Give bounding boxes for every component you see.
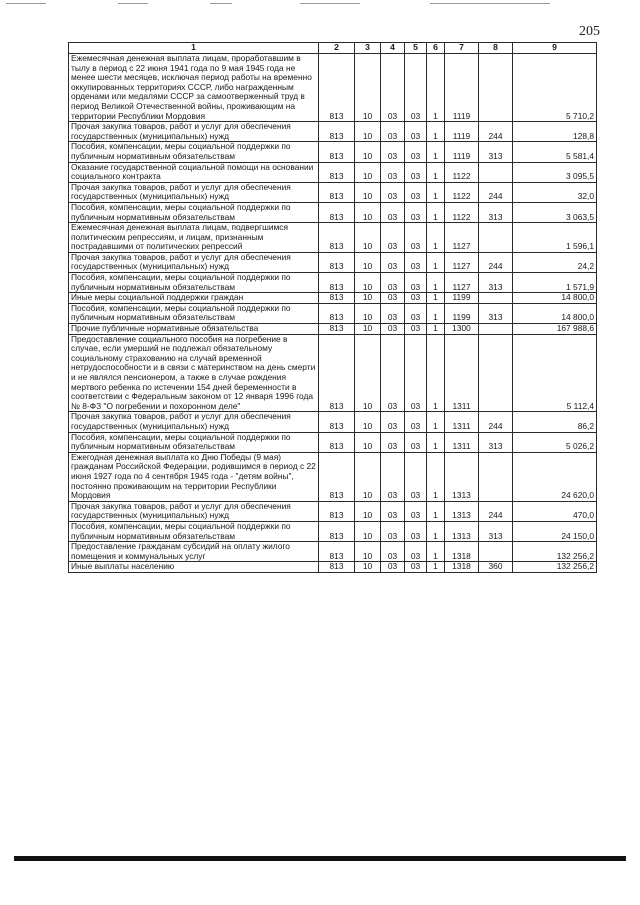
code-section-cell: 10	[355, 542, 381, 562]
amount-cell: 5 710,2	[513, 54, 597, 122]
code-expense-type-cell	[479, 452, 513, 501]
code-subsection-cell: 03	[381, 202, 405, 222]
code-grbs-cell: 813	[319, 452, 355, 501]
code-expense-type-cell: 313	[479, 202, 513, 222]
code-item-cell: 1122	[445, 182, 479, 202]
amount-cell: 1 596,1	[513, 223, 597, 253]
code-subsection-cell: 03	[381, 54, 405, 122]
row-name-cell: Пособия, компенсации, меры социальной поддержки по публичным нормативным обязательствам	[69, 303, 319, 323]
code-program-cell: 03	[405, 273, 427, 293]
header-cell: 5	[405, 43, 427, 54]
code-grbs-cell: 813	[319, 562, 355, 573]
code-program-cell: 03	[405, 223, 427, 253]
code-grbs-cell: 813	[319, 293, 355, 304]
code-item-cell: 1313	[445, 521, 479, 541]
code-subsection-cell: 03	[381, 223, 405, 253]
code-item-cell: 1311	[445, 334, 479, 412]
code-subprogram-cell: 1	[427, 142, 445, 162]
code-grbs-cell: 813	[319, 432, 355, 452]
code-section-cell: 10	[355, 521, 381, 541]
code-section-cell: 10	[355, 432, 381, 452]
page-number: 205	[579, 24, 600, 39]
code-subprogram-cell: 1	[427, 521, 445, 541]
code-section-cell: 10	[355, 324, 381, 335]
code-grbs-cell: 813	[319, 202, 355, 222]
amount-cell: 5 581,4	[513, 142, 597, 162]
code-subprogram-cell: 1	[427, 202, 445, 222]
header-cell: 7	[445, 43, 479, 54]
code-section-cell: 10	[355, 334, 381, 412]
table-row	[69, 182, 597, 202]
code-subprogram-cell: 1	[427, 334, 445, 412]
amount-cell: 470,0	[513, 501, 597, 521]
code-subprogram-cell: 1	[427, 562, 445, 573]
code-item-cell: 1122	[445, 162, 479, 182]
code-item-cell: 1119	[445, 54, 479, 122]
code-section-cell: 10	[355, 273, 381, 293]
header-row	[69, 43, 597, 54]
code-item-cell: 1127	[445, 252, 479, 272]
code-grbs-cell: 813	[319, 162, 355, 182]
amount-cell: 14 800,0	[513, 303, 597, 323]
code-program-cell: 03	[405, 303, 427, 323]
code-program-cell: 03	[405, 324, 427, 335]
code-expense-type-cell: 313	[479, 142, 513, 162]
code-expense-type-cell: 244	[479, 412, 513, 432]
row-name-cell: Прочие публичные нормативные обязательства	[69, 324, 319, 335]
code-grbs-cell: 813	[319, 252, 355, 272]
code-item-cell: 1311	[445, 412, 479, 432]
code-section-cell: 10	[355, 223, 381, 253]
amount-cell: 32,0	[513, 182, 597, 202]
code-item-cell: 1318	[445, 562, 479, 573]
code-program-cell: 03	[405, 412, 427, 432]
scan-top-edge	[0, 0, 640, 10]
row-name-cell: Оказание государственной социальной помощи на основании социального контракта	[69, 162, 319, 182]
code-expense-type-cell: 313	[479, 521, 513, 541]
amount-cell: 132 256,2	[513, 562, 597, 573]
header-cell: 8	[479, 43, 513, 54]
code-grbs-cell: 813	[319, 412, 355, 432]
header-cell: 2	[319, 43, 355, 54]
header-cell: 1	[69, 43, 319, 54]
header-cell: 9	[513, 43, 597, 54]
code-grbs-cell: 813	[319, 501, 355, 521]
code-subsection-cell: 03	[381, 452, 405, 501]
code-section-cell: 10	[355, 501, 381, 521]
code-section-cell: 10	[355, 303, 381, 323]
code-program-cell: 03	[405, 562, 427, 573]
row-name-cell: Прочая закупка товаров, работ и услуг для обеспечения государственных (муниципальных) нужд	[69, 182, 319, 202]
code-subprogram-cell: 1	[427, 162, 445, 182]
amount-cell: 24,2	[513, 252, 597, 272]
code-subsection-cell: 03	[381, 521, 405, 541]
code-item-cell: 1313	[445, 501, 479, 521]
code-program-cell: 03	[405, 501, 427, 521]
code-grbs-cell: 813	[319, 142, 355, 162]
amount-cell: 24 150,0	[513, 521, 597, 541]
code-section-cell: 10	[355, 412, 381, 432]
code-section-cell: 10	[355, 142, 381, 162]
code-section-cell: 10	[355, 252, 381, 272]
code-subprogram-cell: 1	[427, 182, 445, 202]
table-row	[69, 501, 597, 521]
code-program-cell: 03	[405, 521, 427, 541]
amount-cell: 167 988,6	[513, 324, 597, 335]
code-item-cell: 1313	[445, 452, 479, 501]
row-name-cell: Пособия, компенсации, меры социальной поддержки по публичным нормативным обязательствам	[69, 142, 319, 162]
header-cell: 3	[355, 43, 381, 54]
table-row	[69, 293, 597, 304]
code-expense-type-cell	[479, 54, 513, 122]
code-subprogram-cell: 1	[427, 501, 445, 521]
code-subsection-cell: 03	[381, 252, 405, 272]
table-row	[69, 324, 597, 335]
code-expense-type-cell	[479, 293, 513, 304]
code-subprogram-cell: 1	[427, 303, 445, 323]
code-subprogram-cell: 1	[427, 122, 445, 142]
code-subsection-cell: 03	[381, 334, 405, 412]
table-row	[69, 273, 597, 293]
row-name-cell: Пособия, компенсации, меры социальной поддержки по публичным нормативным обязательствам	[69, 273, 319, 293]
code-item-cell: 1311	[445, 432, 479, 452]
code-subprogram-cell: 1	[427, 324, 445, 335]
code-item-cell: 1119	[445, 142, 479, 162]
code-grbs-cell: 813	[319, 303, 355, 323]
code-subsection-cell: 03	[381, 122, 405, 142]
code-section-cell: 10	[355, 54, 381, 122]
table-row	[69, 202, 597, 222]
code-item-cell: 1119	[445, 122, 479, 142]
amount-cell: 86,2	[513, 412, 597, 432]
row-name-cell: Предоставление социального пособия на погребение в случае, если умерший не подлежал обязательному социальному страхованию на случай временной нетрудоспособности и в связи с материнством на день смерти и не являлся пенсионером, а также в случае рождения мертвого ребенка по истечении 154 дней беременности в соответствии с Федеральным законом от 12 января 1996 года № 8-ФЗ "О погребении и похоронном деле"	[69, 334, 319, 412]
code-expense-type-cell: 313	[479, 273, 513, 293]
code-subsection-cell: 03	[381, 324, 405, 335]
amount-cell: 132 256,2	[513, 542, 597, 562]
amount-cell: 3 095,5	[513, 162, 597, 182]
code-expense-type-cell	[479, 542, 513, 562]
code-expense-type-cell	[479, 334, 513, 412]
amount-cell: 5 112,4	[513, 334, 597, 412]
header-cell: 6	[427, 43, 445, 54]
code-program-cell: 03	[405, 542, 427, 562]
table-body	[69, 54, 597, 573]
code-grbs-cell: 813	[319, 54, 355, 122]
table-row	[69, 223, 597, 253]
row-name-cell: Ежемесячная денежная выплата лицам, подвергшимся политическим репрессиям, и лицам, признанным пострадавшими от политических репрессий	[69, 223, 319, 253]
table-row	[69, 542, 597, 562]
amount-cell: 5 026,2	[513, 432, 597, 452]
table-row	[69, 142, 597, 162]
code-subprogram-cell: 1	[427, 252, 445, 272]
code-subprogram-cell: 1	[427, 293, 445, 304]
code-section-cell: 10	[355, 452, 381, 501]
table-row	[69, 562, 597, 573]
code-subsection-cell: 03	[381, 432, 405, 452]
amount-cell: 3 063,5	[513, 202, 597, 222]
code-item-cell: 1318	[445, 542, 479, 562]
code-subsection-cell: 03	[381, 162, 405, 182]
row-name-cell: Ежегодная денежная выплата ко Дню Победы (9 мая) гражданам Российской Федерации, родившимся в период с 22 июня 1927 года по 4 сентября 1945 года - "детям войны", постоянно проживающим на территории Республики Мордовия	[69, 452, 319, 501]
budget-table	[68, 42, 597, 573]
code-program-cell: 03	[405, 452, 427, 501]
code-subprogram-cell: 1	[427, 542, 445, 562]
code-expense-type-cell: 313	[479, 303, 513, 323]
table-row	[69, 162, 597, 182]
row-name-cell: Пособия, компенсации, меры социальной поддержки по публичным нормативным обязательствам	[69, 432, 319, 452]
code-program-cell: 03	[405, 432, 427, 452]
code-item-cell: 1127	[445, 273, 479, 293]
code-expense-type-cell: 360	[479, 562, 513, 573]
code-section-cell: 10	[355, 293, 381, 304]
code-grbs-cell: 813	[319, 223, 355, 253]
code-grbs-cell: 813	[319, 182, 355, 202]
code-program-cell: 03	[405, 182, 427, 202]
code-subprogram-cell: 1	[427, 432, 445, 452]
code-expense-type-cell: 313	[479, 432, 513, 452]
code-section-cell: 10	[355, 162, 381, 182]
row-name-cell: Иные выплаты населению	[69, 562, 319, 573]
row-name-cell: Иные меры социальной поддержки граждан	[69, 293, 319, 304]
code-expense-type-cell	[479, 223, 513, 253]
code-expense-type-cell: 244	[479, 501, 513, 521]
table-row	[69, 303, 597, 323]
code-subsection-cell: 03	[381, 562, 405, 573]
row-name-cell: Ежемесячная денежная выплата лицам, проработавшим в тылу в период с 22 июня 1941 года по 9 мая 1945 года не менее шести месяцев, исключая период работы на временно оккупированных территориях СССР, либо награжденным орденами или медалями СССР за самоотверженный труд в период Великой Отечественной войны, проживающим на территории Республики Мордовия	[69, 54, 319, 122]
code-subsection-cell: 03	[381, 182, 405, 202]
code-section-cell: 10	[355, 202, 381, 222]
code-expense-type-cell: 244	[479, 252, 513, 272]
code-subsection-cell: 03	[381, 542, 405, 562]
code-program-cell: 03	[405, 54, 427, 122]
amount-cell: 14 800,0	[513, 293, 597, 304]
code-subprogram-cell: 1	[427, 54, 445, 122]
code-program-cell: 03	[405, 122, 427, 142]
code-subsection-cell: 03	[381, 412, 405, 432]
table-row	[69, 432, 597, 452]
code-item-cell: 1199	[445, 303, 479, 323]
code-program-cell: 03	[405, 293, 427, 304]
code-grbs-cell: 813	[319, 122, 355, 142]
code-subprogram-cell: 1	[427, 452, 445, 501]
code-grbs-cell: 813	[319, 542, 355, 562]
table-row	[69, 521, 597, 541]
code-subsection-cell: 03	[381, 303, 405, 323]
amount-cell: 1 571,9	[513, 273, 597, 293]
code-item-cell: 1122	[445, 202, 479, 222]
table-row	[69, 334, 597, 412]
code-subprogram-cell: 1	[427, 223, 445, 253]
code-expense-type-cell	[479, 162, 513, 182]
row-name-cell: Прочая закупка товаров, работ и услуг для обеспечения государственных (муниципальных) нужд	[69, 252, 319, 272]
code-subprogram-cell: 1	[427, 273, 445, 293]
table-row	[69, 122, 597, 142]
code-subsection-cell: 03	[381, 273, 405, 293]
code-section-cell: 10	[355, 182, 381, 202]
code-grbs-cell: 813	[319, 334, 355, 412]
code-expense-type-cell: 244	[479, 182, 513, 202]
code-item-cell: 1300	[445, 324, 479, 335]
row-name-cell: Прочая закупка товаров, работ и услуг для обеспечения государственных (муниципальных) нужд	[69, 122, 319, 142]
code-program-cell: 03	[405, 142, 427, 162]
code-program-cell: 03	[405, 202, 427, 222]
row-name-cell: Предоставление гражданам субсидий на оплату жилого помещения и коммунальных услуг	[69, 542, 319, 562]
code-subsection-cell: 03	[381, 501, 405, 521]
code-grbs-cell: 813	[319, 324, 355, 335]
code-expense-type-cell: 244	[479, 122, 513, 142]
amount-cell: 24 620,0	[513, 452, 597, 501]
code-item-cell: 1199	[445, 293, 479, 304]
code-subprogram-cell: 1	[427, 412, 445, 432]
header-cell: 4	[381, 43, 405, 54]
code-expense-type-cell	[479, 324, 513, 335]
code-item-cell: 1127	[445, 223, 479, 253]
code-program-cell: 03	[405, 162, 427, 182]
code-section-cell: 10	[355, 562, 381, 573]
row-name-cell: Прочая закупка товаров, работ и услуг для обеспечения государственных (муниципальных) нужд	[69, 412, 319, 432]
amount-cell: 128,8	[513, 122, 597, 142]
code-subsection-cell: 03	[381, 293, 405, 304]
code-grbs-cell: 813	[319, 521, 355, 541]
table-row	[69, 54, 597, 122]
table-row	[69, 412, 597, 432]
code-subsection-cell: 03	[381, 142, 405, 162]
code-program-cell: 03	[405, 252, 427, 272]
row-name-cell: Пособия, компенсации, меры социальной поддержки по публичным нормативным обязательствам	[69, 521, 319, 541]
row-name-cell: Пособия, компенсации, меры социальной поддержки по публичным нормативным обязательствам	[69, 202, 319, 222]
code-section-cell: 10	[355, 122, 381, 142]
scan-bottom-bar	[14, 856, 626, 861]
row-name-cell: Прочая закупка товаров, работ и услуг для обеспечения государственных (муниципальных) нужд	[69, 501, 319, 521]
table-row	[69, 452, 597, 501]
code-grbs-cell: 813	[319, 273, 355, 293]
table-row	[69, 252, 597, 272]
code-program-cell: 03	[405, 334, 427, 412]
